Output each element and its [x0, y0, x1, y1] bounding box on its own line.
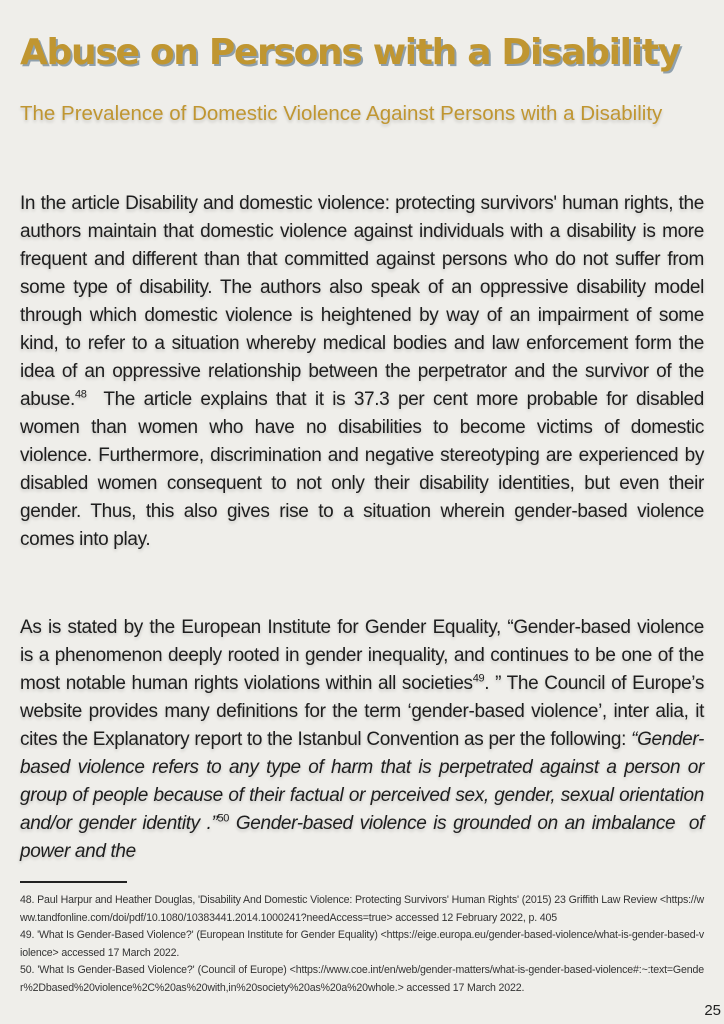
- paragraph-text: As is stated by the European Institute for Gender Equality, “Gender-based violence is a phenomenon deeply rooted in gender inequality, and continues to be one of the most notable human rights violations within all societies: [20, 617, 704, 694]
- istanbul-convention-quote: “Gender-based violence refers to any type of harm that is perpetrated against a person or group of people because of their factual or perceived sex, gender, sexual orientation and/or gender identity .”: [20, 729, 704, 834]
- footnote-ref-49[interactable]: 49: [472, 672, 485, 685]
- section-subtitle: The Prevalence of Domestic Violence Against Persons with a Disability: [20, 102, 663, 125]
- footnote-50: 50. 'What Is Gender-Based Violence?' (Council of Europe) <https://www.coe.int/en/web/gender-matters/what-is-gender-based-violence#:~:text=Gender%2Dbased%20violence%2C%20as%20with,in%20society%20as%20a%20whole.> accessed 17 March 2022.: [20, 964, 704, 994]
- paragraph-text: In the article Disability and domestic violence: protecting survivors' human rights, the authors maintain that domestic violence against individuals with a disability is more frequent and different than that committed against persons who do not suffer from some type of disability. The authors also speak of an oppressive disability model through which domestic violence is heightened by way of an impairment of some kind, to refer to a situation whereby medical bodies and law enforcement form the idea of an oppressive relationship between the perpetrator and the survivor of the abuse.: [20, 193, 704, 410]
- footnote-divider: [20, 881, 127, 883]
- page-number: 25: [704, 1002, 721, 1019]
- page-title: Abuse on Persons with a Disability: [20, 32, 680, 73]
- paragraph-text: . ” The Council of Europe’s website provides many definitions for the term ‘gender-based violence’, inter alia, it cites the Explanatory report to the Istanbul Convention as per the following:: [20, 673, 704, 750]
- paragraph-continuation: Gender-based violence is grounded on an imbalance of power and the: [20, 813, 709, 862]
- footnote-49: 49. 'What Is Gender-Based Violence?' (European Institute for Gender Equality) <https://eige.europa.eu/gender-based-violence/what-is-gender-based-violence> accessed 17 March 2022.: [20, 929, 704, 959]
- paragraph-text: The article explains that it is 37.3 per cent more probable for disabled women than women who have no disabilities to become victims of domestic violence. Furthermore, discrimination and negative stereotyping are experienced by disabled women consequent to not only their disability identities, but even their gender. Thus, this also gives rise to a situation wherein gender-based violence comes into play.: [20, 389, 709, 550]
- footnote-48: 48. Paul Harpur and Heather Douglas, 'Disability And Domestic Violence: Protecting Survivors' Human Rights' (2015) 23 Griffith Law Review <https://www.tandfonline.com/doi/pdf/10.1080/10383441.2014.1000241?needAccess=true> accessed 12 February 2022, p. 405: [20, 894, 704, 924]
- footnotes: [20, 892, 704, 997]
- paragraph-gender-based-violence: [20, 614, 709, 866]
- paragraph-disability-violence: [20, 190, 709, 554]
- footnote-ref-50[interactable]: 50: [217, 812, 230, 825]
- footnote-ref-48[interactable]: 48: [74, 388, 87, 401]
